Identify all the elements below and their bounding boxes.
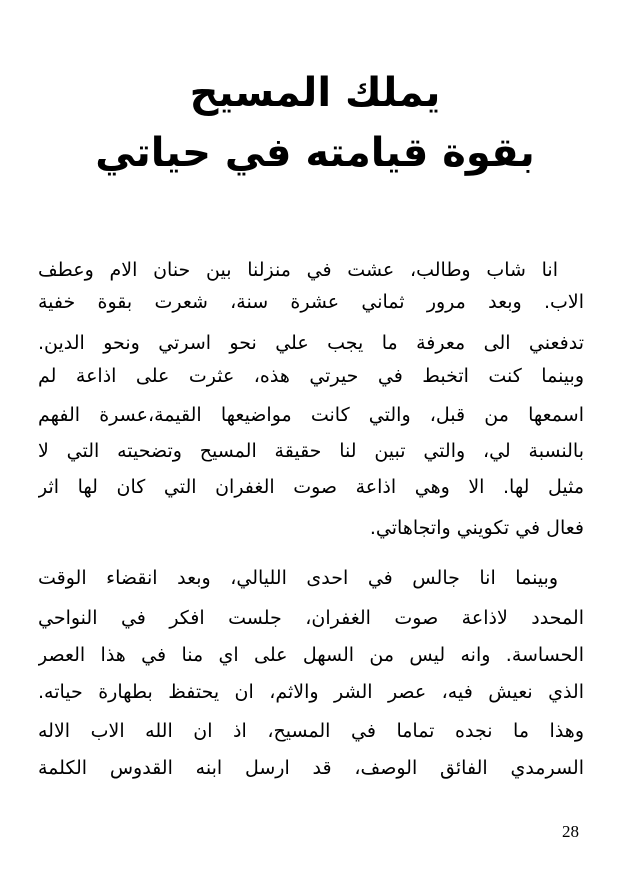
paragraph-line: وهذا ما نجده تماما في المسيح، اذ ان الله الاب الاله [38, 720, 584, 742]
paragraph-line: فعال في تكويني واتجاهاتي. [369, 517, 584, 539]
title-line-2: بقوة قيامته في حياتي [95, 130, 535, 176]
paragraph-line: السرمدي الفائق الوصف، قد ارسل ابنه القدوس الكلمة [38, 757, 584, 779]
paragraph-line: المحدد لاذاعة صوت الغفران، جلست افكر في النواحي [38, 607, 584, 629]
paragraph-line: الاب. وبعد مرور ثماني عشرة سنة، شعرت بقوة خفية [38, 291, 584, 313]
paragraph-line: مثيل لها. الا وهي اذاعة صوت الغفران التي كان لها اثر [38, 476, 584, 498]
title-line-1: يملك المسيح [189, 70, 441, 116]
paragraph-line: تدفعني الى معرفة ما يجب علي نحو اسرتي ونحو الدين. [38, 332, 584, 354]
paragraph-line: بالنسبة لي، والتي تبين لنا حقيقة المسيح وتضحيته التي لا [38, 440, 584, 462]
paragraph-line: وبينما انا جالس في احدى الليالي، وبعد انقضاء الوقت [38, 567, 558, 589]
paragraph-line: الذي نعيش فيه، عصر الشر والاثم، ان يحتفظ بطهارة حياته. [38, 681, 584, 703]
paragraph-line: الحساسة. وانه ليس من السهل على اي منا في هذا العصر [38, 644, 584, 666]
paragraph-line: انا شاب وطالب، عشت في منزلنا بين حنان الام وعطف [38, 259, 558, 281]
paragraph-line: وبينما كنت اتخبط في حيرتي هذه، عثرت على اذاعة لم [38, 365, 584, 387]
page-number: 28 [562, 822, 579, 841]
paragraph-line: اسمعها من قبل، والتي كانت مواضيعها القيمة،عسرة الفهم [38, 404, 584, 426]
